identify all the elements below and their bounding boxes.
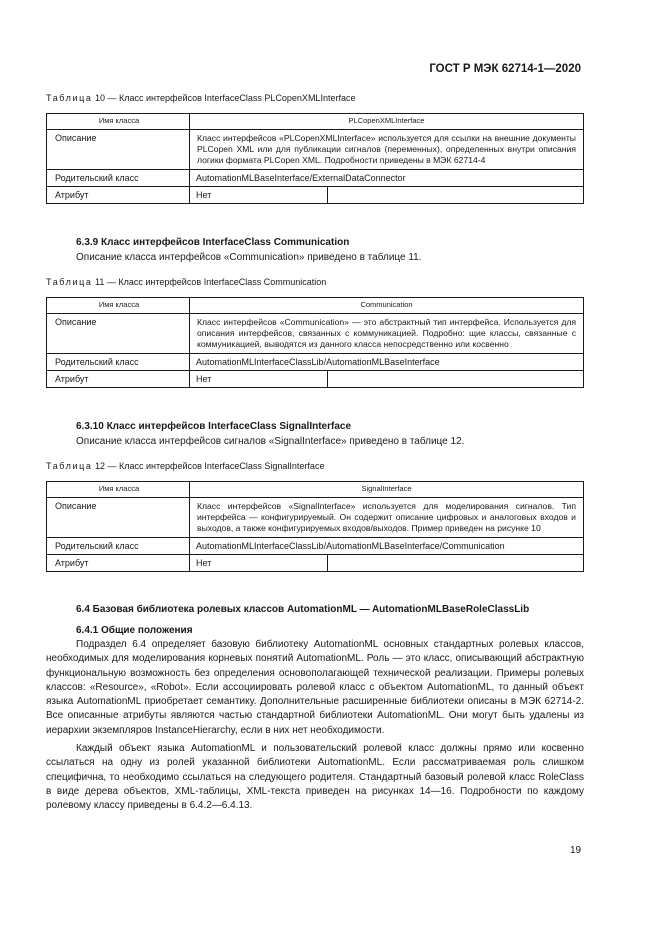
table-12-desc-label: Описание: [47, 498, 190, 538]
table-12-attr-value: Нет: [190, 555, 328, 572]
table-11-attr-value: Нет: [190, 371, 328, 388]
table-row: [47, 498, 584, 538]
table-row: [47, 314, 584, 354]
table-12-caption-prefix: Таблица: [46, 461, 93, 471]
table-11-caption: [46, 277, 326, 287]
paragraph: Каждый объект языка AutomationML и пользовательский ролевой класс должны прямо или косвенно ссылаться на одну из ролей указанной библиотеки AutomationML. Если рассматриваемая роль слишком специфична, то необходимо ссылаться на следующего родителя. Стандартный базовый ролевой класс RoleClass в виде дерева объектов, XML-таблицы, XML-текста приведен на рисунках 14—16. Подробности по каждому ролевому классу приведены в 6.4.2—6.4.13.: [46, 743, 584, 812]
table-11-caption-prefix: Таблица: [46, 277, 93, 287]
table-10-parent-label: Родительский класс: [47, 170, 190, 187]
table-12-empty-cell: [328, 555, 584, 572]
table-row: [47, 371, 584, 388]
table-12-header-right: SignalInterface: [190, 482, 584, 498]
paragraph: Подраздел 6.4 определяет базовую библиотеку AutomationML основных стандартных ролевых классов, необходимых для моделирования корневых понятий AutomationML. Роль — это класс, описывающий абстрактную функциональную возможность без определения основополагающей технической реализации. Примеры ролевых классов: «Resource», «Robot». Если ассоциировать ролевой класс с объектом AutomationML, то данный объект языка AutomationML приобретает семантику. Дополнительные расширенные библиотеки описаны в МЭК 62714-2. Все описанные атрибуты являются частью стандартной библиотеки AutomationML. Они могут быть удалены из иерархии экземпляров InstanceHierarchy, если в них нет необходимости.: [46, 639, 584, 736]
section-6-4-1-heading: 6.4.1 Общие положения: [76, 625, 193, 636]
table-10-parent-value: AutomationMLBaseInterface/ExternalDataConnector: [190, 170, 584, 187]
table-10-caption-text: 10 — Класс интерфейсов InterfaceClass PLCopenXMLInterface: [95, 93, 356, 103]
table-row: [47, 170, 584, 187]
table-10-desc-label: Описание: [47, 130, 190, 170]
table-11-empty-cell: [328, 371, 584, 388]
section-6-4-1-body: [46, 638, 584, 814]
section-6-4-heading: 6.4 Базовая библиотека ролевых классов AutomationML — AutomationMLBaseRoleClassLib: [76, 604, 530, 615]
table-11-header-left: Имя класса: [47, 298, 190, 314]
table-12-attr-label: Атрибут: [47, 555, 190, 572]
table-10-header-left: Имя класса: [47, 114, 190, 130]
table-10-attr-label: Атрибут: [47, 187, 190, 204]
standard-code: ГОСТ Р МЭК 62714-1—2020: [429, 63, 581, 75]
table-10-caption: [46, 93, 355, 103]
section-6-3-10-text: Описание класса интерфейсов сигналов «SignalInterface» приведено в таблице 12.: [76, 436, 465, 447]
section-6-3-10-heading: 6.3.10 Класс интерфейсов InterfaceClass SignalInterface: [76, 421, 352, 432]
table-10: [46, 113, 584, 204]
table-11-caption-text: 11 — Класс интерфейсов InterfaceClass Communication: [95, 277, 327, 287]
section-6-3-9-text: Описание класса интерфейсов «Communication» приведено в таблице 11.: [76, 252, 422, 263]
table-12: [46, 481, 584, 572]
table-11-header-right: Communication: [190, 298, 584, 314]
table-11-desc-value: Класс интерфейсов «Communication» — это абстрактный тип интерфейса. Используется для описания интерфейсов, связанных с коммуникацией. Подробно: щие классы, связанные с коммуникацией, выводятся из данного класса непосредственно или косвенно: [190, 314, 584, 354]
table-row: [47, 130, 584, 170]
table-row: [47, 538, 584, 555]
table-11: [46, 297, 584, 388]
table-12-parent-value: AutomationMLInterfaceClassLib/AutomationMLBaseInterface/Communication: [190, 538, 584, 555]
table-row: [47, 354, 584, 371]
table-11-parent-value: AutomationMLInterfaceClassLib/AutomationMLBaseInterface: [190, 354, 584, 371]
table-10-header-right: PLCopenXMLInterface: [190, 114, 584, 130]
table-12-desc-value: Класс интерфейсов «SignalInterface» используется для моделирования сигналов. Тип интерфейса — конфигурируемый. Он содержит описание цифровых и аналоговых входов и выходов, а также конфигурируемых входов/выходов. Пример приведен на рисунке 10: [190, 498, 584, 538]
table-10-attr-value: Нет: [190, 187, 328, 204]
table-11-desc-label: Описание: [47, 314, 190, 354]
table-12-caption: [46, 461, 324, 471]
table-10-empty-cell: [328, 187, 584, 204]
table-12-parent-label: Родительский класс: [47, 538, 190, 555]
table-11-parent-label: Родительский класс: [47, 354, 190, 371]
table-12-header-left: Имя класса: [47, 482, 190, 498]
page-number: 19: [570, 845, 582, 856]
table-12-caption-text: 12 — Класс интерфейсов InterfaceClass SignalInterface: [95, 461, 325, 471]
table-row: [47, 555, 584, 572]
table-11-attr-label: Атрибут: [47, 371, 190, 388]
table-10-desc-value: Класс интерфейсов «PLCopenXMLInterface» используется для ссылки на внешние документы PLCopen XML или для публикации сигналов (переменных), определенных внутри описания логики формата PLCopen XML. Подробности приведены в МЭК 62714-4: [190, 130, 584, 170]
table-10-caption-prefix: Таблица: [46, 93, 93, 103]
section-6-3-9-heading: 6.3.9 Класс интерфейсов InterfaceClass Communication: [76, 237, 350, 248]
table-row: [47, 187, 584, 204]
